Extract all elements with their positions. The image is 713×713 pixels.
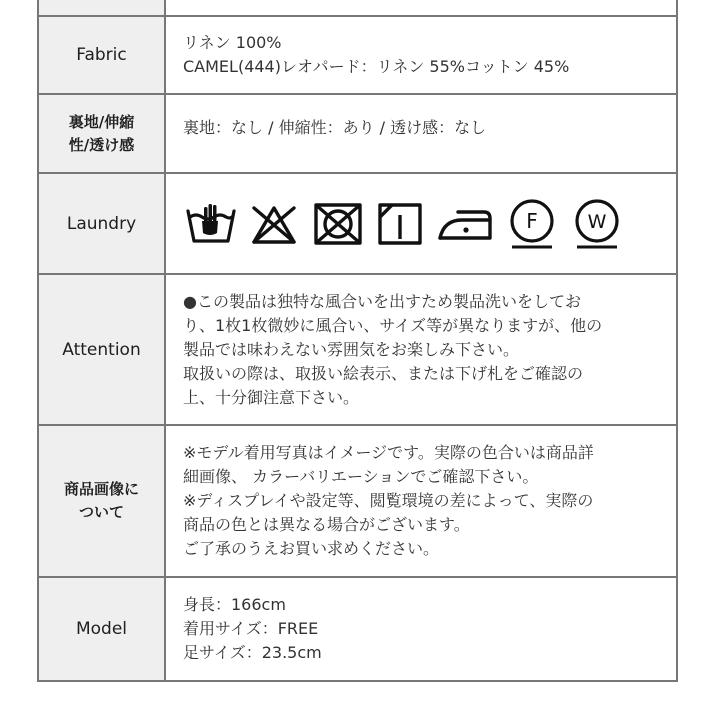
dry-clean-letter: F [526,208,538,233]
attention-line-5: 上、十分御注意下さい。 [183,387,360,407]
lining-value [166,95,676,172]
laundry-icons [166,174,676,273]
model-line-1: 身長：166cm [183,595,286,614]
model-line-2: 着用サイズ：FREE [183,619,319,638]
attention-label: Attention [39,275,166,424]
no-tumble-dry-icon [312,201,364,247]
image-note-value [166,426,676,576]
fabric-value [166,17,676,93]
image-note-label [39,426,166,576]
image-note-label-line-1: 商品画像に [63,480,139,498]
model-line-3: 足サイズ：23.5cm [183,643,322,662]
fabric-line-2: CAMEL(444)レオパード：リネン 55%コットン 45% [183,57,570,76]
image-note-line-5: ご了承のうえお買い求めください。 [183,539,440,558]
dry-clean-f-icon [506,198,558,250]
row-label-cutoff [39,0,166,15]
image-note-line-2: 細画像、 カラーバリエーションでご確認下さい。 [183,467,539,486]
line-dry-shade-icon [376,201,424,247]
laundry-label: Laundry [39,174,166,273]
lining-label [39,95,166,172]
image-note-line-1: ※モデル着用写真はイメージです。実際の色合いは商品詳 [183,443,594,462]
model-value [166,578,676,680]
image-note-line-4: 商品の色とは異なる場合がございます。 [183,515,470,534]
lining-label-line-1: 裏地/伸縮 [68,112,135,131]
row-value-cutoff [166,0,676,15]
table-row-laundry [39,174,676,275]
hand-wash-icon [186,201,236,247]
image-note-line-3: ※ディスプレイや設定等、閲覧環境の差によって、実際の [183,491,594,510]
no-bleach-icon [248,202,300,246]
table-row-attention [39,275,676,426]
attention-line-4: 取扱いの際は、取扱い絵表示、または下げ札をご確認の [183,363,584,383]
table-row-fabric [39,17,676,95]
model-label: Model [39,578,166,680]
table-row-model [39,578,676,682]
fabric-label: Fabric [39,17,166,93]
lining-label-line-2: 性/透け感 [68,135,135,154]
table-row-image-note [39,426,676,578]
attention-value [166,275,676,424]
product-spec-table [37,0,678,682]
wet-clean-w-icon [570,198,624,250]
lining-text: 裏地：なし / 伸縮性：あり / 透け感：なし [183,117,487,137]
wet-clean-letter: W [587,210,607,233]
image-note-label-line-2: ついて [78,503,124,521]
table-row-lining [39,95,676,174]
attention-line-3: 製品では味わえない雰囲気をお楽しみ下さい。 [183,339,520,359]
table-row-cutoff [39,0,676,17]
attention-line-2: り、1枚1枚微妙に風合い、サイズ等が異なりますが、他の [183,315,603,335]
attention-line-1: ●この製品は独特な風合いを出すため製品洗いをしてお [183,291,581,311]
iron-low-icon [436,204,494,244]
fabric-line-1: リネン 100% [183,33,282,52]
